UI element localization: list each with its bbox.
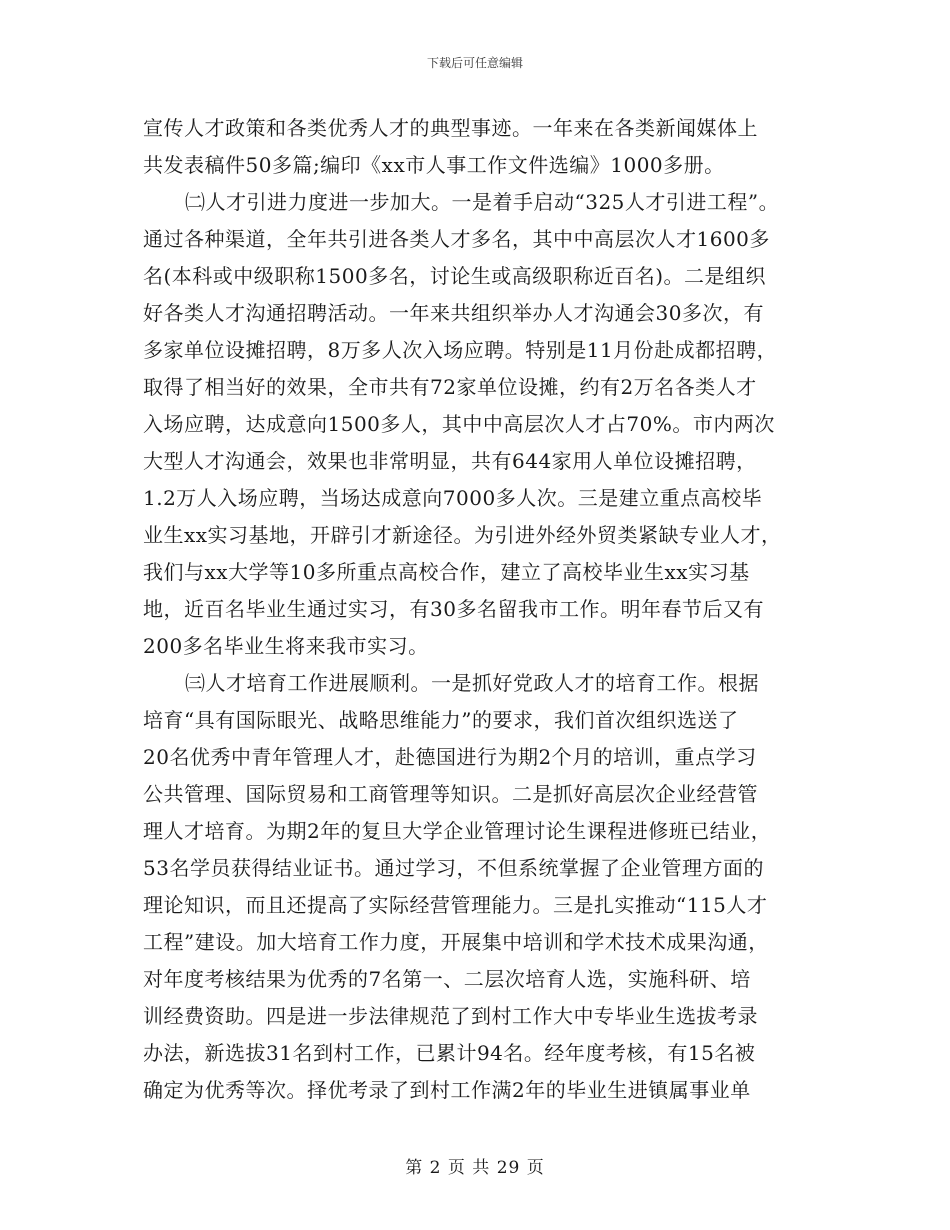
text-line: 名(本科或中级职称1500多名，讨论生或高级职称近百名)。二是组织 — [143, 264, 767, 288]
text-line: 理人才培育。为期2年的复旦大学企业管理讨论生课程进修班已结业， — [143, 819, 772, 843]
page-footer: 第 2 页 共 29 页 — [405, 1158, 545, 1178]
text-line: 确定为优秀等次。择优考录了到村工作满2年的毕业生进镇属事业单 — [143, 1078, 751, 1102]
text-line: 理论知识，而且还提高了实际经营管理能力。三是扎实推动“115人才 — [143, 893, 768, 917]
paragraph-start: ㈢人才培育工作进展顺利。一是抓好党政人才的培育工作。根据 — [185, 671, 759, 695]
text-line: 200多名毕业生将来我市实习。 — [143, 634, 429, 658]
text-line: 办法，新选拔31名到村工作，已累计94名。经年度考核，有15名被 — [143, 1041, 756, 1065]
text-line: 宣传人才政策和各类优秀人才的典型事迹。一年来在各类新闻媒体上 — [143, 116, 758, 140]
text-line: 公共管理、国际贸易和工商管理等知识。二是抓好高层次企业经营管 — [143, 782, 758, 806]
text-line: 大型人才沟通会，效果也非常明显，共有644家用人单位设摊招聘， — [143, 449, 757, 473]
text-line: 培育“具有国际眼光、战略思维能力”的要求，我们首次组织选送了 — [143, 708, 739, 732]
text-line: 53名学员获得结业证书。通过学习，不但系统掌握了企业管理方面的 — [143, 856, 764, 880]
text-line: 对年度考核结果为优秀的7名第一、二层次培育人选，实施科研、培 — [143, 967, 751, 991]
paragraph-start: ㈡人才引进力度进一步加大。一是着手启动“325人才引进工程”。 — [185, 190, 780, 214]
text-line: 地，近百名毕业生通过实习，有30多名留我市工作。明年春节后又有 — [143, 597, 764, 621]
text-line: 业生xx实习基地，开辟引才新途径。为引进外经外贸类紧缺专业人才， — [143, 523, 782, 547]
text-line: 工程”建设。加大培育工作力度，开展集中培训和学术技术成果沟通， — [143, 930, 769, 954]
text-line: 好各类人才沟通招聘活动。一年来共组织举办人才沟通会30多次，有 — [143, 301, 764, 325]
page-header: 下载后可任意编辑 — [426, 56, 523, 70]
text-line: 取得了相当好的效果，全市共有72家单位设摊，约有2万名各类人才 — [143, 375, 757, 399]
text-line: 多家单位设摊招聘，8万多人次入场应聘。特别是11月份赴成都招聘， — [143, 338, 778, 362]
text-line: 我们与xx大学等10多所重点高校合作，建立了高校毕业生xx实习基 — [143, 560, 750, 584]
text-line: 1.2万人入场应聘，当场达成意向7000多人次。三是建立重点高校毕 — [143, 486, 763, 510]
text-line: 入场应聘，达成意向1500多人，其中中高层次人才占70%。市内两次 — [143, 412, 775, 436]
text-line: 训经费资助。四是进一步法律规范了到村工作大中专毕业生选拔考录 — [143, 1004, 758, 1028]
text-line: 通过各种渠道，全年共引进各类人才多名，其中中高层次人才1600多 — [143, 227, 770, 251]
document-body — [143, 110, 833, 1109]
text-line: 20名优秀中青年管理人才，赴德国进行为期2个月的培训，重点学习 — [143, 745, 757, 769]
text-line: 共发表稿件50多篇;编印《xx市人事工作文件选编》1000多册。 — [143, 153, 725, 177]
